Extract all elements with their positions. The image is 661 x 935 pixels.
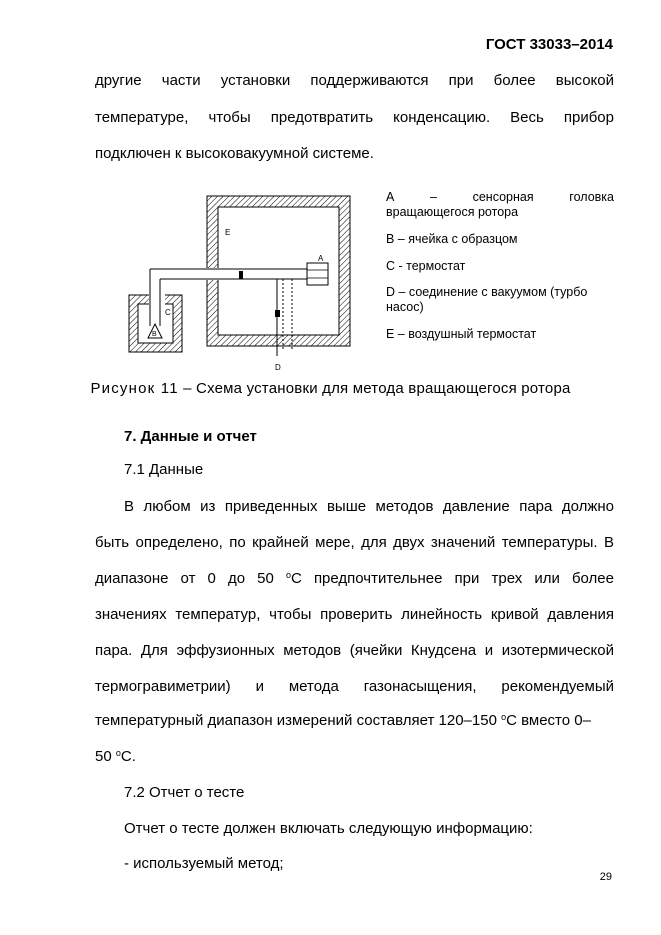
subsection-data: 7.1 Данные bbox=[124, 461, 204, 478]
para-line-3: диапазоне от 0 до 50 $^o$С предпочтительнее при трех или более bbox=[95, 570, 614, 587]
legend-d: D – соединение с вакуумом (турбо насос) bbox=[386, 285, 588, 314]
para-line-6: термогравиметрии) и метода газонасыщения, рекомендуемый bbox=[95, 678, 614, 695]
figure-caption: Рисунок 11 – Схема установки для метода вращающегося ротора bbox=[90, 380, 571, 397]
legend-e: E – воздушный термостат bbox=[386, 327, 537, 341]
intro-line-2: температуре, чтобы предотвратить конденсацию. Весь прибор bbox=[95, 109, 614, 126]
page-number: 29 bbox=[599, 871, 612, 883]
para-line-1: В любом из приведенных выше методов давление пара должно bbox=[124, 498, 614, 515]
subsection-report: 7.2 Отчет о тесте bbox=[124, 784, 245, 801]
document-code: ГОСТ 33033–2014 bbox=[485, 36, 613, 53]
label-c: C bbox=[165, 308, 171, 317]
label-d: D bbox=[275, 363, 281, 372]
air-thermostat-wall bbox=[207, 196, 350, 346]
section-heading: 7. Данные и отчет bbox=[124, 428, 257, 445]
valve-marker bbox=[239, 271, 243, 279]
para-line-5: пара. Для эффузионных методов (ячейки Кнудсена и изотермической bbox=[95, 642, 614, 659]
para-line-8: 50 $^o$C. bbox=[95, 748, 136, 765]
report-item-1: - используемый метод; bbox=[124, 855, 284, 872]
para-line-7: температурный диапазон измерений составляет 120–150 $^o$C вместо 0– bbox=[95, 712, 591, 729]
intro-line-1: другие части установки поддерживаются при более высокой bbox=[95, 72, 614, 89]
legend-a: A – сенсорная головка вращающегося ротора bbox=[386, 190, 614, 219]
legend-c: C - термостат bbox=[386, 259, 466, 273]
sensor-head bbox=[307, 263, 328, 285]
label-a: A bbox=[318, 254, 324, 263]
legend-b: B – ячейка с образцом bbox=[386, 232, 518, 246]
rotor-setup-diagram bbox=[120, 186, 360, 376]
intro-line-3: подключен к высоковакуумной системе. bbox=[95, 145, 374, 162]
label-e: E bbox=[225, 228, 231, 237]
label-b: B bbox=[152, 331, 157, 338]
para-line-2: быть определено, по крайней мере, для двух значений температуры. В bbox=[95, 534, 614, 551]
report-intro: Отчет о тесте должен включать следующую информацию: bbox=[124, 820, 533, 837]
para-line-4: значениях температур, чтобы проверить линейность кривой давления bbox=[95, 606, 614, 623]
